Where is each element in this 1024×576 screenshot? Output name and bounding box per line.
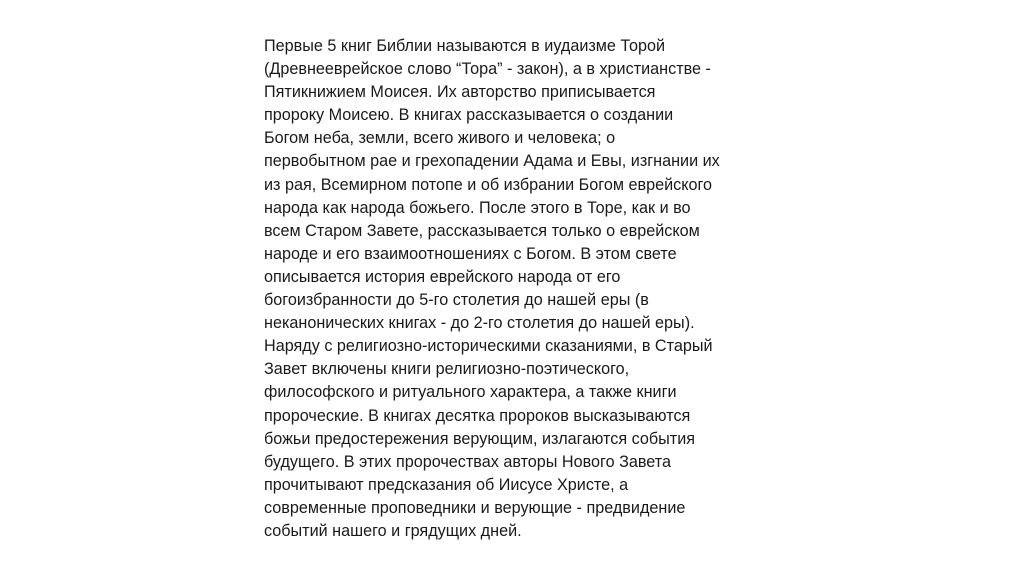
text-line: Пятикнижием Моисея. Их авторство приписывается	[264, 83, 656, 102]
text-line: философского и ритуального характера, а также книги	[264, 383, 677, 402]
text-line: из рая, Всемирном потопе и об избрании Богом еврейского	[264, 175, 713, 194]
text-line: Богом неба, земли, всего живого и человека; о	[264, 129, 616, 148]
text-line: народа как народа божьего. После этого в Торе, как и во	[264, 198, 691, 217]
text-line: всем Старом Завете, рассказывается только о еврейском	[264, 221, 700, 240]
text-line: народе и его взаимоотношениях с Богом. В этом свете	[264, 244, 677, 263]
text-line: божьи предостережения верующим, излагаются события	[264, 429, 696, 448]
text-line: богоизбранности до 5-го столетия до нашей еры (в	[264, 291, 649, 310]
text-line: пророческие. В книгах десятка пророков высказываются	[264, 406, 691, 425]
body-text	[264, 35, 764, 543]
text-line: неканонических книгах - до 2-го столетия до нашей еры).	[264, 314, 695, 333]
text-line: описывается история еврейского народа от его	[264, 267, 621, 286]
text-line: Первые 5 книг Библии называются в иудаизме Торой	[264, 37, 666, 55]
text-line: будущего. В этих пророчествах авторы Нового Завета	[264, 452, 671, 471]
text-line: современные проповедники и верующие - предвидение	[264, 498, 686, 517]
text-line: событий нашего и грядущих дней.	[264, 521, 522, 540]
text-line: прочитывают предсказания об Иисусе Христе, а	[264, 475, 629, 494]
text-line: Завет включены книги религиозно-поэтического,	[264, 360, 630, 379]
text-line: первобытном рае и грехопадении Адама и Евы, изгнании их	[264, 152, 720, 171]
text-line: пророку Моисею. В книгах рассказывается о создании	[264, 106, 674, 125]
text-line: Наряду с религиозно-историческими сказаниями, в Старый	[264, 337, 713, 356]
text-line: (Древнееврейское слово “Тора” - закон), а в христианстве -	[264, 60, 711, 79]
